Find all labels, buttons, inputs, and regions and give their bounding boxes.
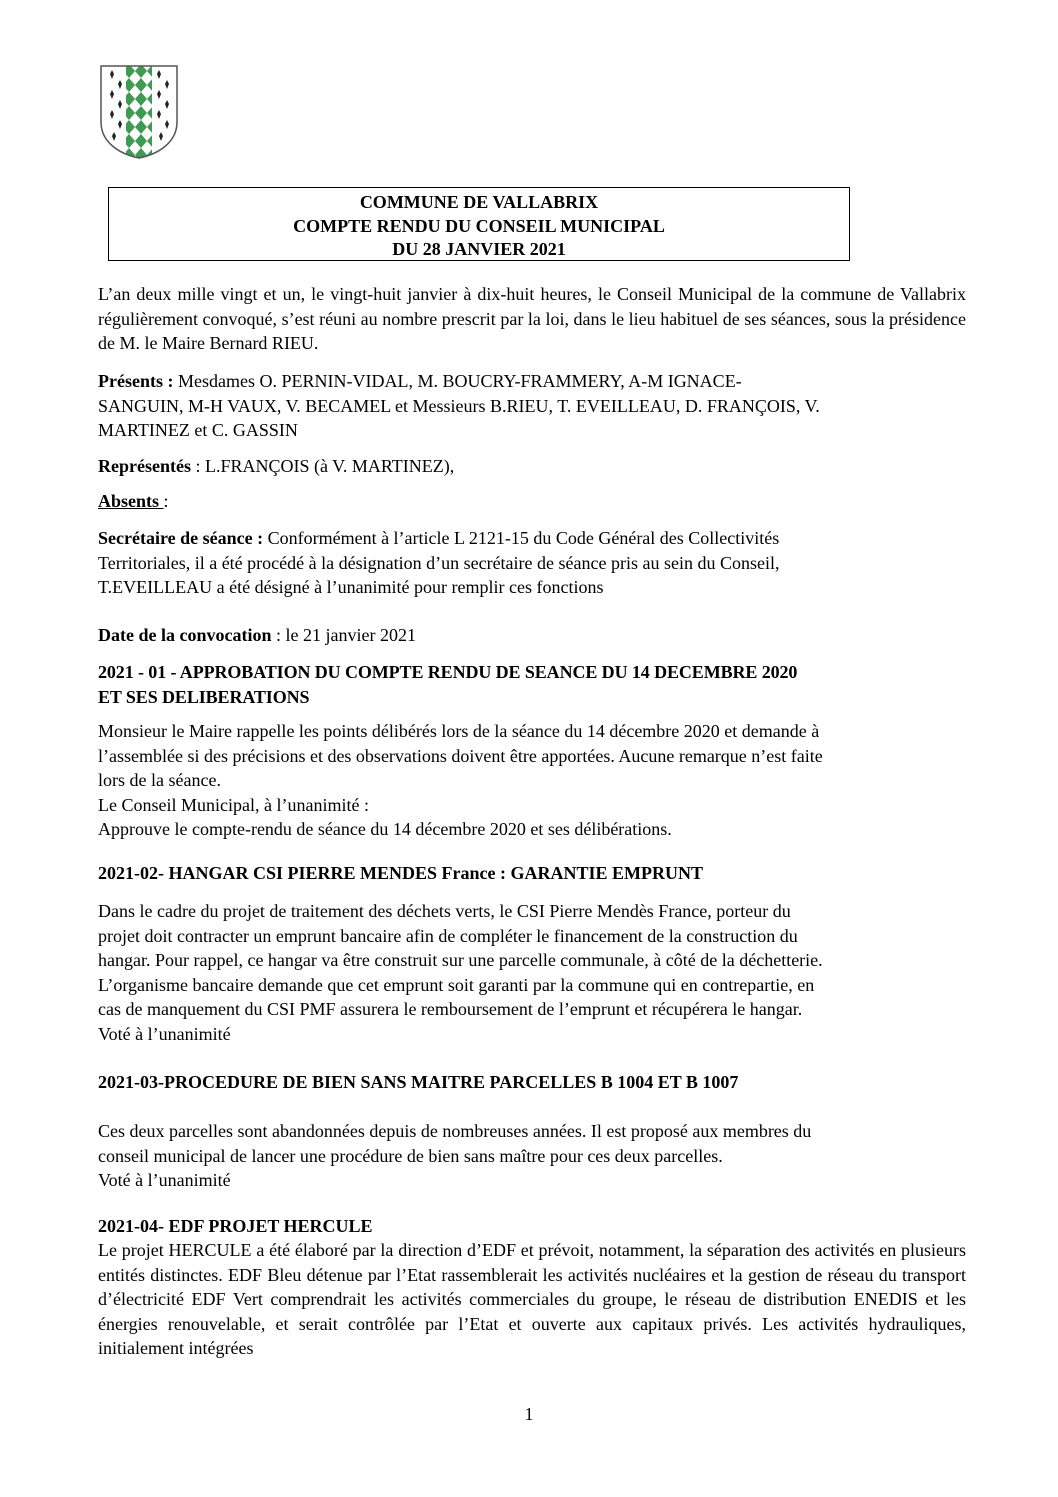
representes-label: Représentés — [98, 456, 191, 476]
presents-line-1: Mesdames O. PERNIN-VIDAL, M. BOUCRY-FRAMMERY, A-M IGNACE- — [177, 371, 742, 391]
absents-line — [98, 489, 966, 514]
section-3-line-3: Voté à l’unanimité — [98, 1170, 231, 1190]
section-2-line-4: L’organisme bancaire demande que cet emprunt soit garanti par la commune qui en contrepartie, en — [98, 974, 815, 995]
section-1-title — [98, 660, 966, 709]
secretaire-label: Secrétaire de séance : — [98, 528, 264, 548]
section-2-line-6: Voté à l’unanimité — [98, 1023, 231, 1044]
convocation-line — [98, 623, 966, 648]
presents-label: Présents : — [98, 371, 174, 391]
section-4-title: 2021-04- EDF PROJET HERCULE — [98, 1216, 373, 1236]
convocation-label: Date de la convocation — [98, 625, 272, 645]
section-2-title: 2021-02- HANGAR CSI PIERRE MENDES France : GARANTIE EMPRUNT — [98, 863, 703, 883]
section-1-line-3: lors de la séance. — [98, 770, 221, 790]
title-box — [108, 187, 850, 261]
absents-text: : — [163, 491, 169, 511]
section-1-line-1: Monsieur le Maire rappelle les points délibérés lors de la séance du 14 décembre 2020 et demande à — [98, 721, 820, 741]
section-1-line-5: Approuve le compte-rendu de séance du 14 décembre 2020 et ses délibérations. — [98, 819, 672, 839]
section-1-title-line-2: ET SES DELIBERATIONS — [98, 686, 310, 707]
section-1-body — [98, 719, 966, 842]
section-2-line-1: Dans le cadre du projet de traitement des déchets verts, le CSI Pierre Mendès France, porteur du — [98, 901, 791, 921]
intro-paragraph: L’an deux mille vingt et un, le vingt-huit janvier à dix-huit heures, le Conseil Municipal de la commune de Vallabrix régulièrement convoqué, s’est réuni au nombre prescrit par la loi, dans le lieu habituel de ses séances, sous la présidence de M. le Maire Bernard RIEU. — [98, 284, 966, 353]
section-2-line-2: projet doit contracter un emprunt bancaire afin de compléter le financement de la construction du — [98, 925, 798, 946]
convocation-text: : le 21 janvier 2021 — [271, 625, 416, 645]
representes-line — [98, 454, 966, 479]
section-1-line-2: l’assemblée si des précisions et des observations doivent être apportées. Aucune remarque n’est faite — [98, 745, 823, 766]
section-3-line-1: Ces deux parcelles sont abandonnées depuis de nombreuses années. Il est proposé aux membres du — [98, 1121, 812, 1141]
section-3-title: 2021-03-PROCEDURE DE BIEN SANS MAITRE PARCELLES B 1004 ET B 1007 — [98, 1072, 739, 1092]
coat-of-arms-logo — [99, 64, 179, 160]
presents-paragraph — [98, 369, 966, 443]
section-1-line-4: Le Conseil Municipal, à l’unanimité : — [98, 794, 369, 815]
section-3-body — [98, 1119, 966, 1193]
section-1-title-line-1: 2021 - 01 - APPROBATION DU COMPTE RENDU DE SEANCE DU 14 DECEMBRE 2020 — [98, 662, 798, 682]
section-4-body: Le projet HERCULE a été élaboré par la direction d’EDF et prévoit, notamment, la séparation des activités en plusieurs entités distinctes. EDF Bleu détenue par l’Etat rassemblerait les activités nucléaires et la gestion de réseau du transport d’électricité EDF Vert comprendrait les activités commerciales du groupe, le réseau de distribution ENEDIS et les énergies renouvelable, et serait contrôlée par l’Etat et ouverte aux capitaux privés. Les activités hydrauliques, initialement intégrées — [98, 1240, 966, 1358]
title-line-commune: COMMUNE DE VALLABRIX — [359, 192, 599, 212]
presents-line-2: SANGUIN, M-H VAUX, V. BECAMEL et Messieurs B.RIEU, T. EVEILLEAU, D. FRANÇOIS, V. — [98, 395, 820, 416]
secretaire-line-1: Conformément à l’article L 2121-15 du Code Général des Collectivités — [263, 528, 780, 548]
representes-text: : L.FRANÇOIS (à V. MARTINEZ), — [195, 456, 455, 476]
absents-label: Absents — [98, 491, 160, 511]
secretaire-paragraph — [98, 526, 966, 600]
secretaire-line-3: T.EVEILLEAU a été désigné à l’unanimité pour remplir ces fonctions — [98, 577, 604, 597]
secretaire-line-2: Territoriales, il a été procédé à la désignation d’un secrétaire de séance pris au sein du Conseil, — [98, 552, 780, 573]
page-number: 1 — [524, 1404, 534, 1424]
section-3-line-2: conseil municipal de lancer une procédure de bien sans maître pour ces deux parcelles. — [98, 1145, 723, 1166]
title-line-compte-rendu: COMPTE RENDU DU CONSEIL MUNICIPAL — [293, 215, 665, 236]
section-2-body — [98, 899, 966, 1046]
section-2-line-3: hangar. Pour rappel, ce hangar va être construit sur une parcelle communale, à côté de la déchetterie. — [98, 950, 823, 970]
presents-line-3: MARTINEZ et C. GASSIN — [98, 420, 298, 440]
title-line-date: DU 28 JANVIER 2021 — [392, 239, 566, 259]
section-2-line-5: cas de manquement du CSI PMF assurera le remboursement de l’emprunt et récupérera le hangar. — [98, 999, 803, 1019]
